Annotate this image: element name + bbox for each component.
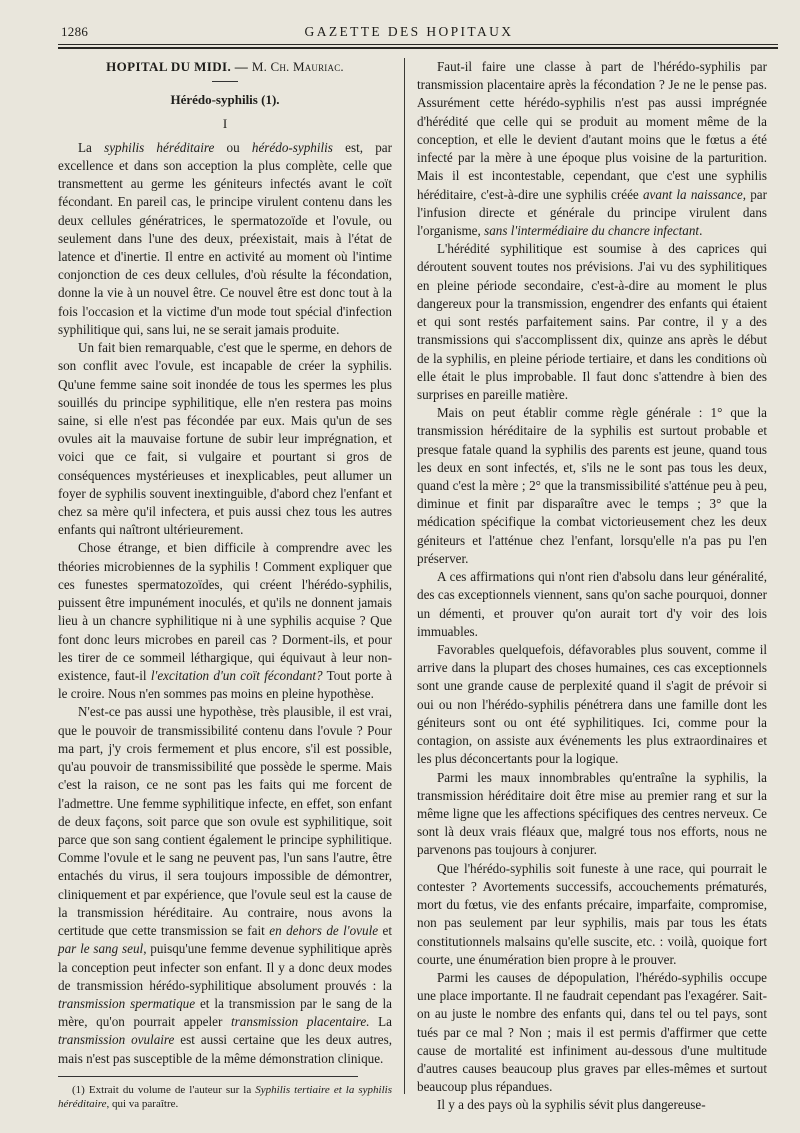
paragraph: N'est-ce pas aussi une hypothèse, très plausible, il est vrai, que le pouvoir de transmissibilité contenu dans l'ovule ? Pour ma part, j'y crois fermement et plus encore, s'il est possible, qu'au pouvoir de transmissibilité que possède le sperme. Mais c'est la raison, ce ne sont pas les faits qui me forcent de l'admettre. Une femme syphilitique infecte, en effet, son enfant de deux façons, soit parce que son ovule est syphilitique, soit parce que son sang contient également le principe syphilitique. Comme l'ovule et le sang ne peuvent pas, l'un sans l'autre, être entachés du virus, il sera toujours impossible de démontrer, cliniquement et par expérience, que l'ovule seul est la cause de la transmission héréditaire. Au contraire, nous avons la certitude que cette transmission se fait en dehors de l'ovule et par le sang seul, puisqu'une femme devenue syphilitique après la conception peut infecter son enfant. Il y a donc deux modes de transmission hérédo-syphilitique absolument prouvés : la transmission spermatique et la transmission par le sang de la mère, qu'on pourrait appeler transmission placentaire. La transmission ovulaire est aussi certaine que les deux autres, mais n'est pas susceptible de la même démonstration clinique. [58, 704, 392, 1066]
paragraph: Il y a des pays où la syphilis sévit plus dangereuse- [437, 1097, 706, 1113]
footnote-rule [58, 1076, 358, 1077]
article-title: Hérédo-syphilis (1). [170, 92, 280, 108]
author-name: M. Ch. Mauriac. [251, 59, 344, 74]
paragraph: Chose étrange, et bien difficile à comprendre avec les théories microbiennes de la syphilis ! Comment expliquer que ces funestes spermatozoïdes, qui créent l'hérédo-syphilis, puissent être impunément inoculés, et qu'ils ne donnent jamais lieu à un chancre syphilitique ni à une syphilis acquise ? Que font donc leurs microbes en pareil cas ? Dorment-ils, et pour les tirer de ce sommeil léthargique, qui équivaut à leur non-existence, faut-il l'excitation d'un coït fécondant? Tout porte à le croire. Nous n'en sommes pas moins en pleine hypothèse. [58, 540, 392, 702]
paragraph: La syphilis héréditaire ou hérédo-syphilis est, par excellence et dans son acception la plus complète, celle que transmettent au germe les géniteurs infectés avant le coït fécondant. En pareil cas, le principe virulent contenu dans les deux cellules génératrices, le spermatozoïde et l'ovule, ou seulement dans l'une des deux, préexistait, mais à l'état de latence et d'inertie. Il entre en activité au moment où l'intime conjonction de ces deux cellules, d'où résulte la fécondation, donne la vie à un nouvel être. Ce nouvel être est donc tout à la fois l'occasion et la victime d'un mode tout spécial d'infection syphilitique qui, sans lui, ne se serait jamais produite. [58, 139, 393, 337]
hospital-name: HOPITAL DU MIDI. [106, 59, 232, 74]
paragraph: L'hérédité syphilitique est soumise à des caprices qui déroutent souvent toutes nos prévisions. J'ai vu des syphilitiques en pleine période secondaire, c'est-à-dire au moment le plus dangereux pour la transmission, engendrer des enfants qui étaient et qui sont restés parfaitement sains. Par contre, il y a des transmissions qui s'accomplissent dix, quinze ans après le début de la syphilis, en pleine période tertiaire, et dans les conditions où elle était le plus improbable. Il faut donc s'attendre à bien des surprises en pareille matière. [417, 241, 767, 402]
paragraph: Un fait bien remarquable, c'est que le sperme, en dehors de son conflit avec l'ovule, est incapable de créer la syphilis. Qu'une femme saine soit inondée de tous les spermes les plus souillés du principe syphilitique, elle n'en restera pas moins saine, si elle n'est pas fécondée par eux. Mais qu'un de ses ovules ait la mauvaise fortune de subir leur imprégnation, et voici que ce fait, si vulgaire et pourtant si gros de conséquences mystérieuses et inexplicables, peut allumer un foyer de syphilis souvent inextinguible, d'abord chez l'enfant et chez sa mère qu'il infectera, et puis aussi chez tous les autres enfants qui naîtront ultérieurement. [58, 340, 392, 538]
paragraph: Favorables quelquefois, défavorables plus souvent, comme il arrive dans la plupart des choses humaines, ces cas exceptionnels sont une grande cause de perplexité quand il s'agit de prévoir si oui ou non l'hérédo-syphilis pénétrera dans une famille dont les géniteurs sont ou ont été syphilitiques. Ici, comme pour la contagion, on assiste aux événements les plus extraordinaires et les plus déconcertants pour la logique. [417, 642, 767, 767]
page-header [58, 24, 780, 44]
section-number: I [222, 116, 228, 132]
right-column [417, 58, 767, 1115]
paragraph: Faut-il faire une classe à part de l'hérédo-syphilis par transmission placentaire après la fécondation ? Je ne le pense pas. Assurément cette hérédo-syphilis n'est pas aussi imprégnée d'hérédité que celle qui se produit au moment même de la conception, et elle le devient d'autant moins que le fœtus a été infecté par la mère à une époque plus voisine de la parturition. Mais il est incontestable, cependant, que c'est une syphilis héréditaire, c'est-à-dire une syphilis créée avant la naissance, par l'infusion directe et générale du principe virulent dans l'organisme, sans l'intermédiaire du chancre infectant. [417, 59, 767, 238]
page-number: 1286 [61, 24, 89, 39]
article-heading: HOPITAL DU MIDI. — M. Ch. Mauriac. [106, 59, 344, 74]
header-rule [58, 44, 778, 45]
footnote: (1) Extrait du volume de l'auteur sur la Syphilis tertiaire et la syphilis héréditaire, qui va paraître. [58, 1083, 392, 1110]
running-title: GAZETTE DES HOPITAUX [304, 24, 514, 39]
paragraph: Parmi les maux innombrables qu'entraîne la syphilis, la transmission héréditaire doit être mise au premier rang et sur la même ligne que les affections spécifiques des centres nerveux. Ce sont là deux vrais fléaux que, malgré tous nos efforts, nous ne parvenons pas toujours à conjurer. [417, 769, 767, 858]
paragraph: A ces affirmations qui n'ont rien d'absolu dans leur généralité, des cas exceptionnels viennent, sans qu'on sache pourquoi, donner un démenti, et prouver qu'on aurait tort d'y voir des lois immuables. [417, 569, 767, 639]
column-divider [404, 58, 405, 1094]
paragraph: Parmi les causes de dépopulation, l'hérédo-syphilis occupe une place importante. Il ne faudrait cependant pas l'exagérer. Sait-on au juste le nombre des enfants qui, dans tel ou tel pays, sont tués par ce mal ? Non ; mais il est permis d'affirmer que cette cause de mortalité est infiniment au-dessous d'une multitude d'autres causes beaucoup plus graves par elles-mêmes et surtout beaucoup plus répandues. [417, 969, 767, 1095]
short-divider [212, 81, 238, 82]
footnote-ref: (1). [257, 92, 280, 108]
left-column [58, 58, 392, 1111]
paragraph: Que l'hérédo-syphilis soit funeste à une race, qui pourrait le contester ? Avortements successifs, accouchements prématurés, mort du fœtus, vie des enfants précaire, imparfaite, compromise, non pas seulement par leur syphilis, mais par tous les états constitutionnels malsains qu'elle suscite, etc. : voilà, quoique fort courte, une énumération bien propre à le prouver. [417, 860, 767, 967]
paragraph: Mais on peut établir comme règle générale : 1° que la transmission héréditaire de la syphilis est surtout probable et presque fatale quand la syphilis des parents est jeune, quand tous les deux en sont infectés, et, s'ils ne le sont pas tous les deux, quand c'est la mère ; 2° que la transmissibilité s'atténue peu à peu, diminue et finit par disparaître avec le temps ; 3° que la médication spécifique la combat victorieusement chez les deux géniteurs et l'atténue chez l'enfant, lorsqu'elle n'a pas pu l'en préserver. [417, 405, 767, 566]
header-rule-thick [58, 47, 778, 49]
